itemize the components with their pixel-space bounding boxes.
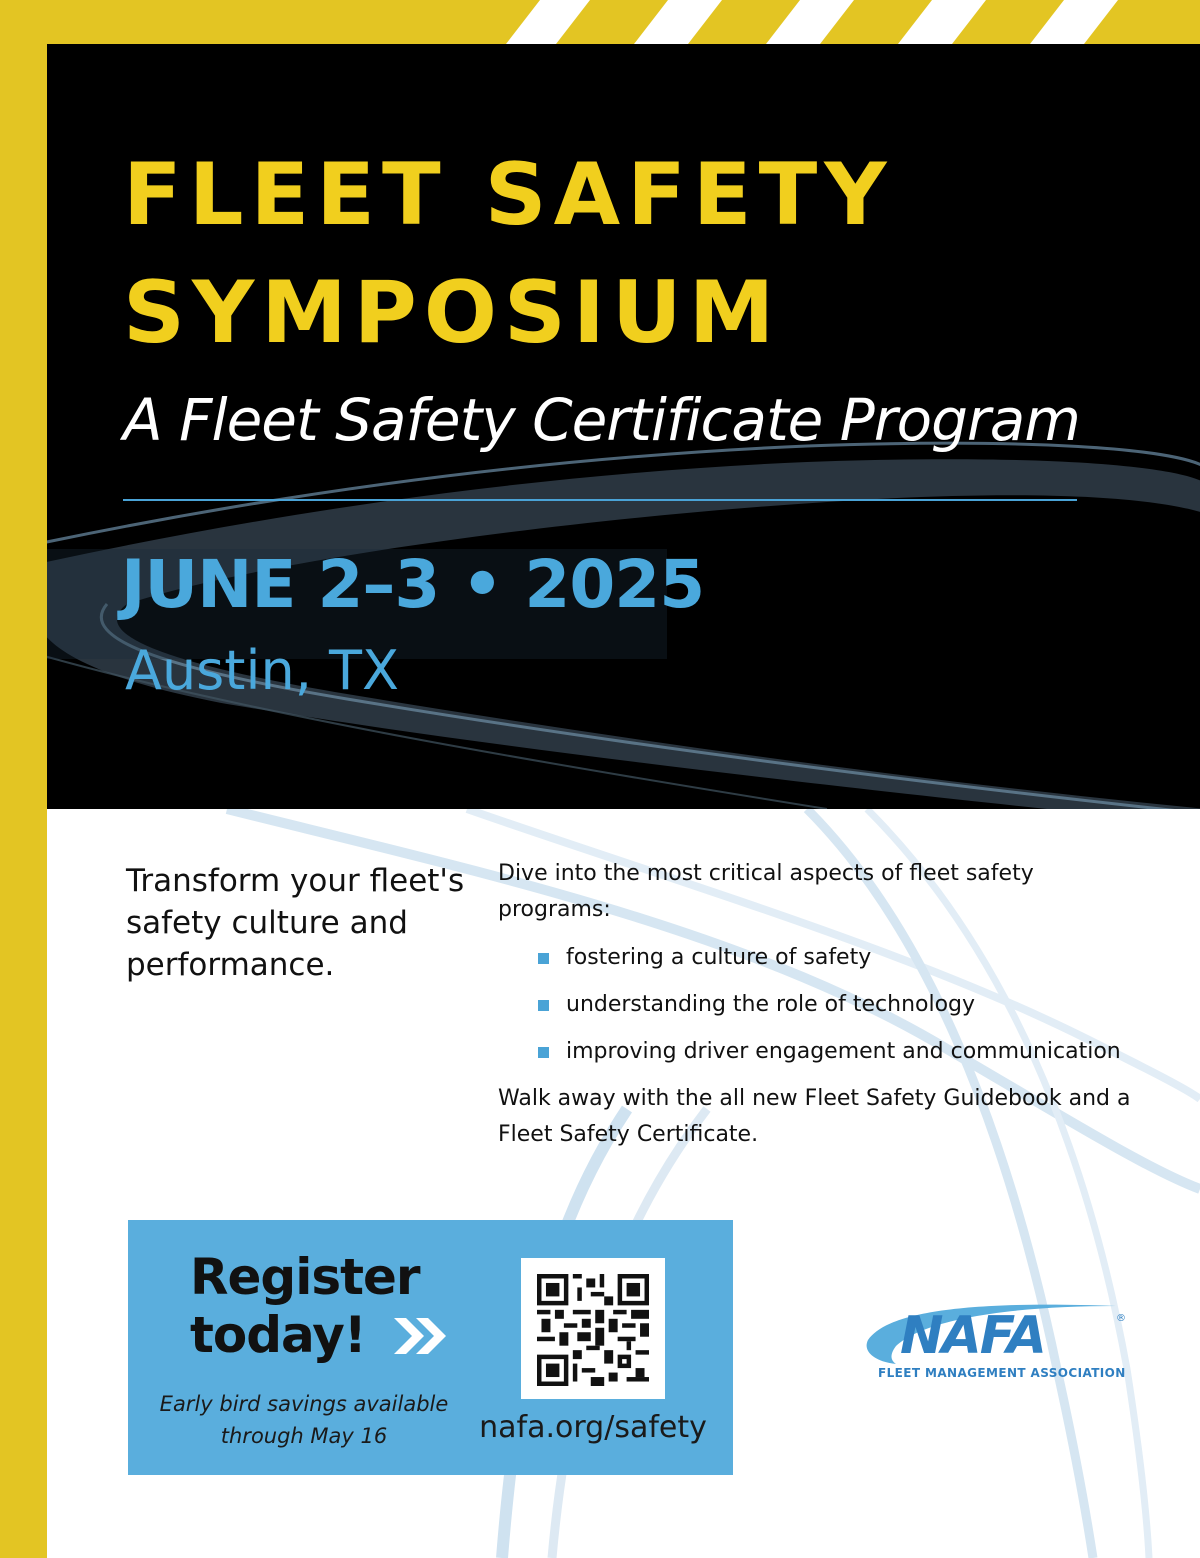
topic-text: fostering a culture of safety [566,945,872,970]
square-bullet-icon [538,1000,549,1011]
topic-list [498,940,1158,1070]
left-accent-bar [0,0,47,1558]
event-title-line-2: SYMPOSIUM [123,263,782,363]
event-location: Austin, TX [125,639,400,702]
list-item [538,1034,1158,1070]
description-outro: Walk away with the all new Fleet Safety Guidebook and a Fleet Safety Certificate. [498,1086,1131,1147]
register-heading-line-2: today! [190,1306,366,1364]
topic-text: improving driver engagement and communication [566,1039,1121,1064]
double-chevron-right-icon [390,1314,450,1358]
event-date: JUNE 2–3 • 2025 [121,546,705,623]
hazard-stripes [0,0,1200,44]
tagline: Transform your fleet's safety culture and performance. [126,863,465,983]
register-heading [190,1248,420,1364]
list-item [538,987,1158,1023]
logo-wordmark: NAFA [900,1306,1045,1366]
register-heading-line-1: Register [190,1248,420,1306]
program-description [498,856,1158,1153]
hazard-stripe-banner [0,0,1200,44]
description-intro: Dive into the most critical aspects of fleet safety programs: [498,861,1034,922]
registration-panel[interactable] [128,1220,733,1475]
square-bullet-icon [538,953,549,964]
event-title-line-1: FLEET SAFETY [123,145,894,245]
qr-code[interactable] [521,1258,665,1399]
hero-section [47,44,1200,809]
divider-rule [123,499,1077,501]
event-subtitle: A Fleet Safety Certificate Program [123,386,1080,454]
registered-mark: ® [1116,1313,1126,1324]
list-item [538,940,1158,976]
early-bird-note: Early bird savings available through May 16 [159,1392,449,1448]
registration-link[interactable]: nafa.org/safety [479,1410,707,1445]
logo-tagline: FLEET MANAGEMENT ASSOCIATION [878,1366,1126,1380]
qr-code-icon [537,1274,649,1386]
square-bullet-icon [538,1047,549,1058]
topic-text: understanding the role of technology [566,992,976,1017]
nafa-logo [866,1292,1136,1392]
